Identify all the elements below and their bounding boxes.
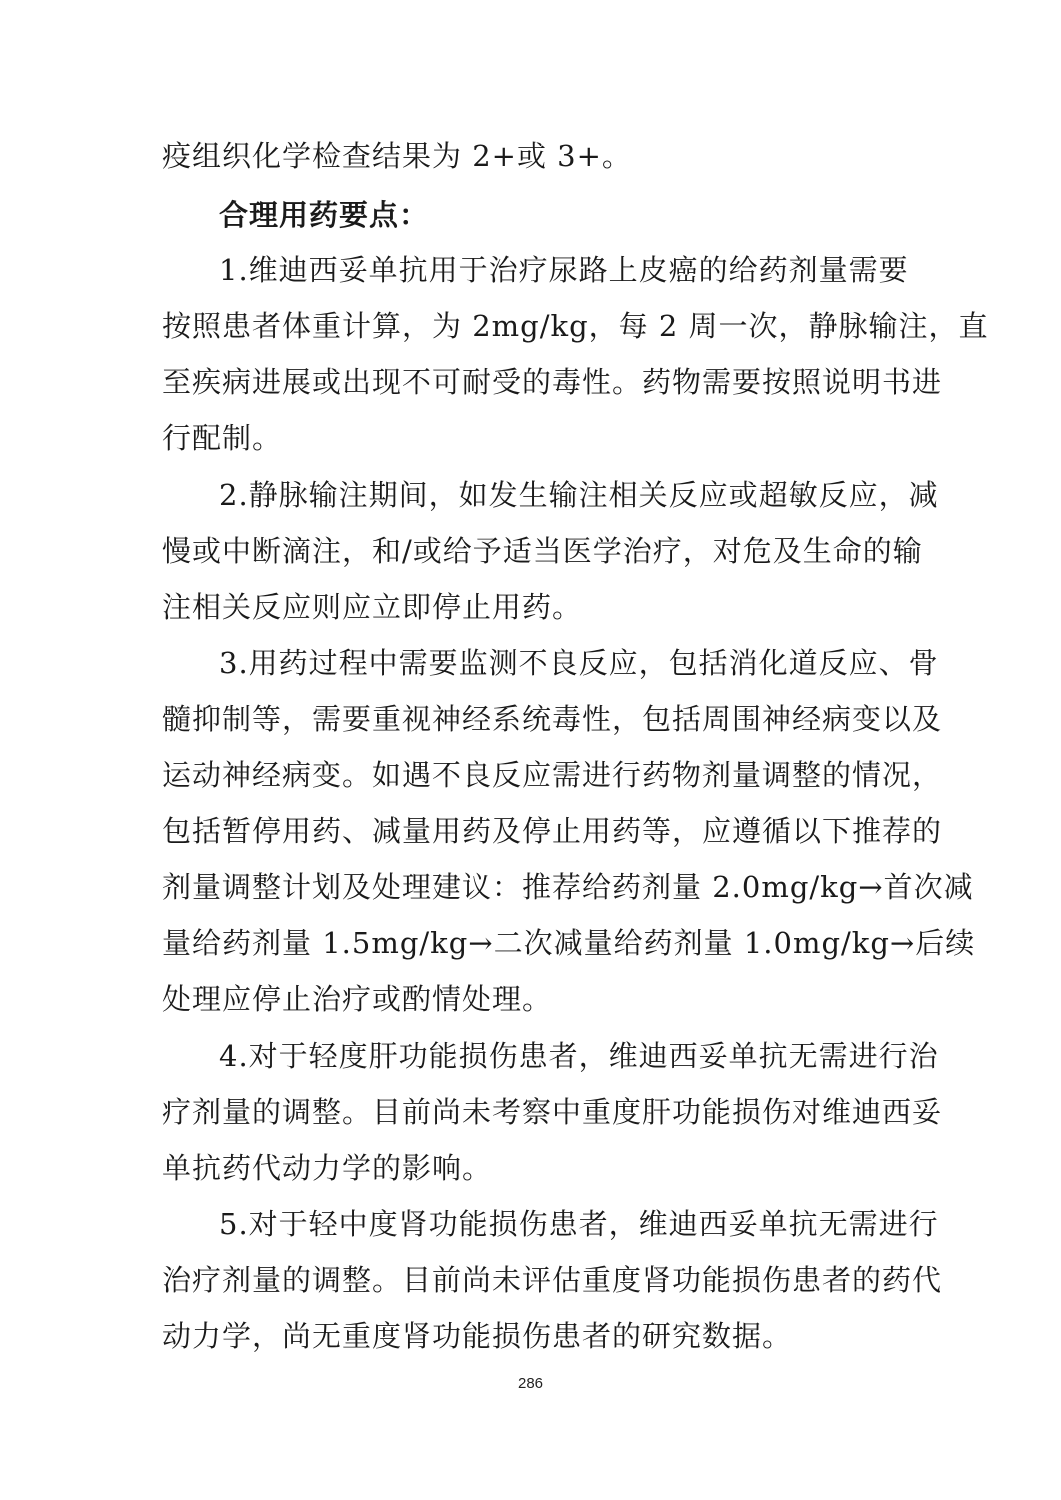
paragraph-5-line-2: 治疗剂量的调整。目前尚未评估重度肾功能损伤患者的药代: [162, 1263, 943, 1297]
paragraph-4-line-3: 单抗药代动力学的影响。: [162, 1151, 493, 1185]
paragraph-2-line-1: 2.静脉输注期间，如发生输注相关反应或超敏反应，减: [219, 478, 939, 512]
paragraph-2-line-3: 注相关反应则应立即停止用药。: [162, 590, 583, 624]
paragraph-3-line-6: 量给药剂量 1.5mg/kg→二次减量给药剂量 1.0mg/kg→后续: [162, 926, 976, 960]
paragraph-5-line-1: 5.对于轻中度肾功能损伤患者，维迪西妥单抗无需进行: [219, 1207, 939, 1241]
paragraph-3-line-5: 剂量调整计划及处理建议：推荐给药剂量 2.0mg/kg→首次减: [162, 870, 974, 904]
paragraph-2-line-2: 慢或中断滴注，和/或给予适当医学治疗，对危及生命的输: [162, 534, 923, 568]
paragraph-1-line-3: 至疾病进展或出现不可耐受的毒性。药物需要按照说明书进: [162, 365, 943, 399]
paragraph-3-line-4: 包括暂停用药、减量用药及停止用药等，应遵循以下推荐的: [162, 814, 943, 848]
paragraph-3-line-3: 运动神经病变。如遇不良反应需进行药物剂量调整的情况，: [162, 758, 943, 792]
page-number: 286: [517, 1375, 544, 1392]
paragraph-1-line-1: 1.维迪西妥单抗用于治疗尿路上皮癌的给药剂量需要: [219, 253, 909, 287]
section-heading: 合理用药要点：: [219, 198, 430, 232]
paragraph-3-line-1: 3.用药过程中需要监测不良反应，包括消化道反应、骨: [219, 646, 939, 680]
text-line: 疫组织化学检查结果为 2+或 3+。: [162, 139, 632, 173]
paragraph-4-line-1: 4.对于轻度肝功能损伤患者，维迪西妥单抗无需进行治: [219, 1039, 939, 1073]
paragraph-3-line-2: 髓抑制等，需要重视神经系统毒性，包括周围神经病变以及: [162, 702, 943, 736]
paragraph-3-line-7: 处理应停止治疗或酌情处理。: [162, 982, 553, 1016]
paragraph-1-line-4: 行配制。: [162, 421, 283, 455]
paragraph-4-line-2: 疗剂量的调整。目前尚未考察中重度肝功能损伤对维迪西妥: [162, 1095, 943, 1129]
paragraph-5-line-3: 动力学，尚无重度肾功能损伤患者的研究数据。: [162, 1319, 793, 1353]
paragraph-1-line-2: 按照患者体重计算，为 2mg/kg，每 2 周一次，静脉输注，直: [162, 309, 989, 343]
